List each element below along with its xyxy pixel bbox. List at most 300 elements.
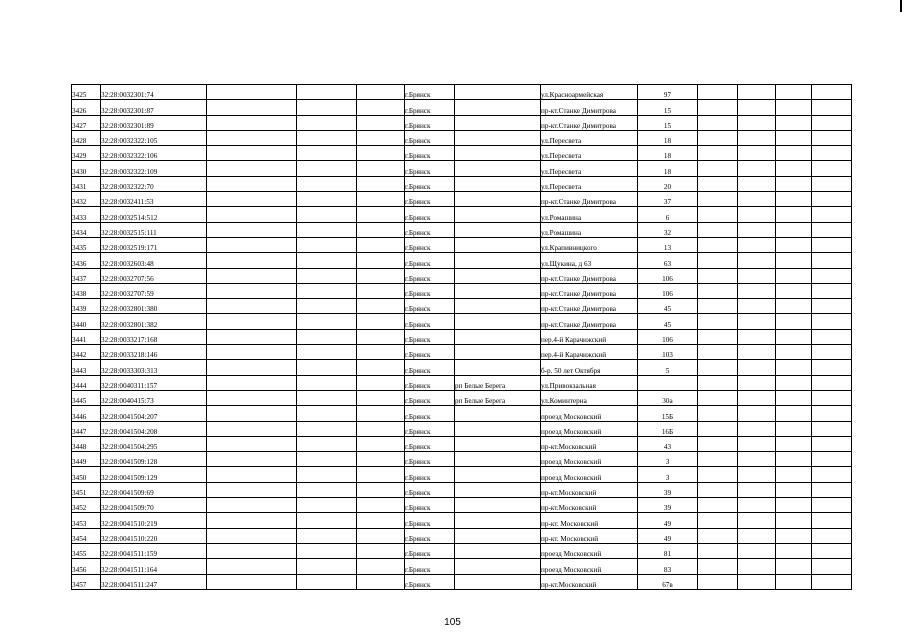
empty-cell [738, 314, 776, 329]
locality-cell [455, 253, 541, 268]
empty-cell [812, 543, 852, 558]
empty-cell [297, 268, 357, 283]
empty-cell [357, 130, 405, 145]
cadastral-number: 32:28:0041509:128 [101, 452, 207, 467]
row-number: 3441 [72, 329, 101, 344]
empty-cell [207, 283, 297, 298]
city-cell: г.Брянск [405, 253, 455, 268]
empty-cell [812, 406, 852, 421]
empty-cell [207, 390, 297, 405]
city-cell: г.Брянск [405, 421, 455, 436]
locality-cell [455, 345, 541, 360]
street-cell: пр-кт.Станке Димитрова [541, 299, 638, 314]
empty-cell [738, 253, 776, 268]
empty-cell [812, 329, 852, 344]
empty-cell [357, 100, 405, 115]
empty-cell [297, 329, 357, 344]
empty-cell [357, 574, 405, 589]
house-cell: 39 [638, 498, 698, 513]
empty-cell [297, 528, 357, 543]
empty-cell [776, 176, 812, 191]
cadastral-number: 32:28:0041509:69 [101, 482, 207, 497]
cadastral-number: 32:28:0032301:89 [101, 115, 207, 130]
empty-cell [297, 253, 357, 268]
row-number: 3450 [72, 467, 101, 482]
house-cell: 32 [638, 222, 698, 237]
empty-cell [776, 360, 812, 375]
city-cell: г.Брянск [405, 222, 455, 237]
locality-cell [455, 130, 541, 145]
empty-cell [698, 100, 738, 115]
city-cell: г.Брянск [405, 299, 455, 314]
empty-cell [776, 192, 812, 207]
empty-cell [698, 436, 738, 451]
empty-cell [297, 314, 357, 329]
street-cell: проезд Московский [541, 543, 638, 558]
house-cell: 37 [638, 192, 698, 207]
cadastral-number: 32:28:0032603:48 [101, 253, 207, 268]
locality-cell [455, 192, 541, 207]
empty-cell [698, 268, 738, 283]
empty-cell [738, 452, 776, 467]
empty-cell [812, 452, 852, 467]
empty-cell [698, 482, 738, 497]
cadastral-number: 32:28:0032322:70 [101, 176, 207, 191]
empty-cell [357, 513, 405, 528]
empty-cell [357, 283, 405, 298]
cadastral-number: 32:28:0032322:106 [101, 146, 207, 161]
empty-cell [812, 360, 852, 375]
cadastral-number: 32:28:0033303:313 [101, 360, 207, 375]
city-cell: г.Брянск [405, 406, 455, 421]
empty-cell [776, 574, 812, 589]
empty-cell [698, 222, 738, 237]
empty-cell [698, 130, 738, 145]
cadastral-number: 32:28:0032801:380 [101, 299, 207, 314]
empty-cell [738, 360, 776, 375]
cadastral-number: 32:28:0041510:220 [101, 528, 207, 543]
cadastral-number: 32:28:0032301:74 [101, 85, 207, 100]
row-number: 3429 [72, 146, 101, 161]
house-cell: 16Б [638, 421, 698, 436]
row-number: 3427 [72, 115, 101, 130]
empty-cell [738, 406, 776, 421]
empty-cell [776, 452, 812, 467]
empty-cell [776, 161, 812, 176]
row-number: 3453 [72, 513, 101, 528]
street-cell: ул.Пересвета [541, 130, 638, 145]
empty-cell [357, 329, 405, 344]
empty-cell [297, 130, 357, 145]
house-cell: 106 [638, 268, 698, 283]
empty-cell [812, 222, 852, 237]
street-cell: проезд Московский [541, 406, 638, 421]
empty-cell [812, 559, 852, 574]
empty-cell [776, 559, 812, 574]
street-cell: пр-кт. Московский [541, 513, 638, 528]
table-row [72, 299, 852, 314]
city-cell: г.Брянск [405, 345, 455, 360]
empty-cell [738, 299, 776, 314]
street-cell: пер.4-й Карачижский [541, 345, 638, 360]
empty-cell [812, 130, 852, 145]
empty-cell [357, 268, 405, 283]
empty-cell [776, 421, 812, 436]
house-cell: 6 [638, 207, 698, 222]
empty-cell [207, 513, 297, 528]
locality-cell [455, 314, 541, 329]
empty-cell [207, 467, 297, 482]
city-cell: г.Брянск [405, 528, 455, 543]
house-cell: 18 [638, 146, 698, 161]
table-row [72, 85, 852, 100]
empty-cell [698, 237, 738, 252]
street-cell: ул.Щукина, д 63 [541, 253, 638, 268]
empty-cell [776, 467, 812, 482]
empty-cell [207, 406, 297, 421]
row-number: 3456 [72, 559, 101, 574]
row-number: 3452 [72, 498, 101, 513]
empty-cell [207, 253, 297, 268]
empty-cell [297, 146, 357, 161]
empty-cell [812, 192, 852, 207]
cadastral-number: 32:28:0041510:219 [101, 513, 207, 528]
locality-cell [455, 467, 541, 482]
locality-cell [455, 452, 541, 467]
city-cell: г.Брянск [405, 161, 455, 176]
empty-cell [357, 161, 405, 176]
empty-cell [812, 467, 852, 482]
row-number: 3446 [72, 406, 101, 421]
empty-cell [297, 375, 357, 390]
city-cell: г.Брянск [405, 176, 455, 191]
empty-cell [776, 146, 812, 161]
table-row [72, 115, 852, 130]
empty-cell [812, 528, 852, 543]
locality-cell [455, 559, 541, 574]
city-cell: г.Брянск [405, 574, 455, 589]
city-cell: г.Брянск [405, 329, 455, 344]
empty-cell [812, 85, 852, 100]
empty-cell [738, 192, 776, 207]
house-cell: 15 [638, 100, 698, 115]
street-cell: пер.4-й Карачижский [541, 329, 638, 344]
city-cell: г.Брянск [405, 314, 455, 329]
empty-cell [698, 314, 738, 329]
table-row [72, 421, 852, 436]
empty-cell [357, 528, 405, 543]
row-number: 3434 [72, 222, 101, 237]
empty-cell [812, 498, 852, 513]
house-cell: 3 [638, 467, 698, 482]
empty-cell [357, 345, 405, 360]
empty-cell [698, 421, 738, 436]
street-cell: пр-кт.Станке Димитрова [541, 314, 638, 329]
empty-cell [812, 513, 852, 528]
street-cell: б-р. 50 лет Октября [541, 360, 638, 375]
empty-cell [812, 345, 852, 360]
city-cell: г.Брянск [405, 192, 455, 207]
row-number: 3444 [72, 375, 101, 390]
table-row [72, 161, 852, 176]
street-cell: проезд Московский [541, 559, 638, 574]
empty-cell [698, 329, 738, 344]
empty-cell [698, 467, 738, 482]
empty-cell [207, 192, 297, 207]
empty-cell [776, 130, 812, 145]
empty-cell [297, 222, 357, 237]
empty-cell [738, 100, 776, 115]
empty-cell [738, 467, 776, 482]
cadastral-number: 32:28:0032301:87 [101, 100, 207, 115]
empty-cell [297, 452, 357, 467]
empty-cell [297, 406, 357, 421]
empty-cell [357, 543, 405, 558]
city-cell: г.Брянск [405, 268, 455, 283]
empty-cell [357, 360, 405, 375]
table-row [72, 452, 852, 467]
empty-cell [207, 85, 297, 100]
table-row [72, 345, 852, 360]
empty-cell [297, 543, 357, 558]
table-row [72, 513, 852, 528]
house-cell: 18 [638, 161, 698, 176]
empty-cell [698, 345, 738, 360]
table-row [72, 528, 852, 543]
city-cell: г.Брянск [405, 452, 455, 467]
empty-cell [812, 482, 852, 497]
street-cell: проезд Московский [541, 467, 638, 482]
empty-cell [812, 299, 852, 314]
cadastral-number: 32:28:0032514:512 [101, 207, 207, 222]
table-row [72, 253, 852, 268]
locality-cell [455, 100, 541, 115]
locality-cell [455, 237, 541, 252]
empty-cell [776, 345, 812, 360]
empty-cell [207, 146, 297, 161]
empty-cell [207, 436, 297, 451]
city-cell: г.Брянск [405, 467, 455, 482]
empty-cell [698, 543, 738, 558]
empty-cell [776, 237, 812, 252]
empty-cell [698, 115, 738, 130]
empty-cell [776, 543, 812, 558]
table-row [72, 543, 852, 558]
cadastral-number: 32:28:0032707:59 [101, 283, 207, 298]
cadastral-number: 32:28:0041511:164 [101, 559, 207, 574]
table-row [72, 100, 852, 115]
row-number: 3451 [72, 482, 101, 497]
empty-cell [738, 222, 776, 237]
empty-cell [812, 237, 852, 252]
empty-cell [698, 161, 738, 176]
cadastral-number: 32:28:0040311:157 [101, 375, 207, 390]
locality-cell [455, 207, 541, 222]
cadastral-number: 32:28:0041511:247 [101, 574, 207, 589]
empty-cell [738, 513, 776, 528]
empty-cell [357, 498, 405, 513]
street-cell: пр-кт.Станке Димитрова [541, 192, 638, 207]
table-row [72, 314, 852, 329]
empty-cell [297, 421, 357, 436]
empty-cell [297, 207, 357, 222]
empty-cell [738, 528, 776, 543]
empty-cell [297, 237, 357, 252]
city-cell: г.Брянск [405, 130, 455, 145]
cadastral-number: 32:28:0032519:171 [101, 237, 207, 252]
street-cell: пр-кт.Московский [541, 574, 638, 589]
empty-cell [297, 436, 357, 451]
empty-cell [812, 283, 852, 298]
empty-cell [738, 421, 776, 436]
city-cell: г.Брянск [405, 559, 455, 574]
street-cell: пр-кт.Московский [541, 436, 638, 451]
empty-cell [698, 375, 738, 390]
empty-cell [738, 207, 776, 222]
empty-cell [738, 237, 776, 252]
street-cell: пр-кт.Станке Димитрова [541, 268, 638, 283]
cadastral-number: 32:28:0041504:295 [101, 436, 207, 451]
row-number: 3439 [72, 299, 101, 314]
empty-cell [738, 146, 776, 161]
house-cell: 83 [638, 559, 698, 574]
house-cell: 106 [638, 283, 698, 298]
street-cell: ул.Ромашина [541, 207, 638, 222]
locality-cell [455, 299, 541, 314]
table-row [72, 329, 852, 344]
empty-cell [776, 100, 812, 115]
table-row [72, 237, 852, 252]
empty-cell [698, 390, 738, 405]
empty-cell [207, 482, 297, 497]
empty-cell [207, 268, 297, 283]
city-cell: г.Брянск [405, 207, 455, 222]
empty-cell [357, 406, 405, 421]
city-cell: г.Брянск [405, 283, 455, 298]
empty-cell [207, 452, 297, 467]
empty-cell [698, 406, 738, 421]
locality-cell [455, 222, 541, 237]
empty-cell [698, 360, 738, 375]
empty-cell [698, 498, 738, 513]
register-table [71, 84, 852, 590]
empty-cell [776, 207, 812, 222]
house-cell: 3 [638, 452, 698, 467]
house-cell: 43 [638, 436, 698, 451]
row-number: 3447 [72, 421, 101, 436]
row-number: 3442 [72, 345, 101, 360]
empty-cell [738, 375, 776, 390]
city-cell: г.Брянск [405, 146, 455, 161]
locality-cell [455, 543, 541, 558]
city-cell: г.Брянск [405, 543, 455, 558]
empty-cell [776, 482, 812, 497]
house-cell: 15Б [638, 406, 698, 421]
locality-cell: рп Белые Берега [455, 375, 541, 390]
locality-cell [455, 406, 541, 421]
table-row [72, 498, 852, 513]
empty-cell [738, 498, 776, 513]
empty-cell [207, 299, 297, 314]
row-number: 3454 [72, 528, 101, 543]
empty-cell [738, 482, 776, 497]
empty-cell [357, 482, 405, 497]
street-cell: пр-кт.Московский [541, 482, 638, 497]
street-cell: ул.Пересвета [541, 146, 638, 161]
empty-cell [207, 237, 297, 252]
empty-cell [357, 421, 405, 436]
city-cell: г.Брянск [405, 115, 455, 130]
city-cell: г.Брянск [405, 85, 455, 100]
empty-cell [297, 85, 357, 100]
empty-cell [698, 299, 738, 314]
cadastral-number: 32:28:0032411:53 [101, 192, 207, 207]
table-row [72, 360, 852, 375]
empty-cell [812, 314, 852, 329]
row-number: 3433 [72, 207, 101, 222]
empty-cell [738, 283, 776, 298]
city-cell: г.Брянск [405, 360, 455, 375]
empty-cell [357, 176, 405, 191]
empty-cell [738, 161, 776, 176]
street-cell: ул.Ромашина [541, 222, 638, 237]
empty-cell [207, 314, 297, 329]
house-cell: 15 [638, 115, 698, 130]
cadastral-number: 32:28:0041509:70 [101, 498, 207, 513]
empty-cell [812, 375, 852, 390]
city-cell: г.Брянск [405, 390, 455, 405]
empty-cell [812, 115, 852, 130]
empty-cell [297, 498, 357, 513]
empty-cell [776, 406, 812, 421]
empty-cell [698, 559, 738, 574]
table-row [72, 283, 852, 298]
empty-cell [738, 436, 776, 451]
empty-cell [297, 115, 357, 130]
page-number: 105 [444, 617, 461, 628]
empty-cell [812, 574, 852, 589]
empty-cell [776, 283, 812, 298]
table-row [72, 559, 852, 574]
empty-cell [207, 528, 297, 543]
street-cell: пр-кт.Станке Димитрова [541, 115, 638, 130]
empty-cell [812, 253, 852, 268]
row-number: 3436 [72, 253, 101, 268]
row-number: 3455 [72, 543, 101, 558]
empty-cell [297, 345, 357, 360]
empty-cell [207, 329, 297, 344]
empty-cell [357, 299, 405, 314]
locality-cell [455, 513, 541, 528]
row-number: 3428 [72, 130, 101, 145]
street-cell: пр-кт.Московский [541, 498, 638, 513]
empty-cell [698, 528, 738, 543]
table-row [72, 207, 852, 222]
empty-cell [738, 85, 776, 100]
cadastral-number: 32:28:0041511:159 [101, 543, 207, 558]
cadastral-number: 32:28:0032322:109 [101, 161, 207, 176]
empty-cell [297, 176, 357, 191]
empty-cell [207, 559, 297, 574]
empty-cell [207, 498, 297, 513]
empty-cell [357, 85, 405, 100]
locality-cell [455, 360, 541, 375]
empty-cell [738, 130, 776, 145]
locality-cell [455, 436, 541, 451]
empty-cell [698, 176, 738, 191]
city-cell: г.Брянск [405, 482, 455, 497]
empty-cell [776, 329, 812, 344]
